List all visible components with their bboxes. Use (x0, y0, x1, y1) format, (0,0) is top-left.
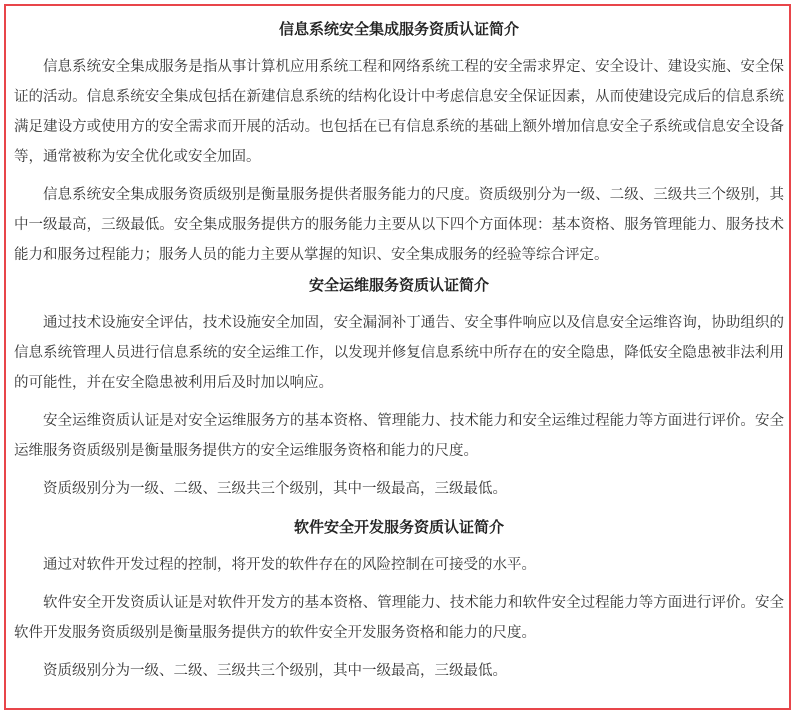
paragraph: 通过技术设施安全评估，技术设施安全加固，安全漏洞补丁通告、安全事件响应以及信息安全运维咨询，协助组织的信息系统管理人员进行信息系统的安全运维工作，以发现并修复信息系统中所存在的安全隐患，降低安全隐患被非法利用的可能性，并在安全隐患被利用后及时加以响应。 (14, 315, 784, 391)
paragraph: 通过对软件开发过程的控制，将开发的软件存在的风险控制在可接受的水平。 (43, 557, 536, 573)
section-title-operations: 安全运维服务资质认证简介 (308, 276, 489, 294)
spacer (14, 504, 784, 512)
paragraph: 信息系统安全集成服务是指从事计算机应用系统工程和网络系统工程的安全需求界定、安全设计、建设实施、安全保证的活动。信息系统安全集成包括在新建信息系统的结构化设计中考虑信息安全保证因素，从而使建设完成后的信息系统满足建设方或使用方的安全需求而开展的活动。也包括在已有信息系统的基础上额外增加信息安全子系统或信息安全设备等，通常被称为安全优化或安全加固。 (14, 59, 784, 165)
spacer (14, 44, 784, 52)
spacer (14, 542, 784, 550)
paragraph: 安全运维资质认证是对安全运维服务方的基本资格、管理能力、技术能力和安全运维过程能力等方面进行评价。安全运维服务资质级别是衡量服务提供方的安全运维服务资格和能力的尺度。 (14, 413, 784, 459)
paragraph: 资质级别分为一级、二级、三级共三个级别，其中一级最高，三级最低。 (43, 481, 507, 497)
section-software-dev (14, 512, 784, 686)
paragraph: 信息系统安全集成服务资质级别是衡量服务提供者服务能力的尺度。资质级别分为一级、二级、三级共三个级别，其中一级最高，三级最低。安全集成服务提供方的服务能力主要从以下四个方面体现：基本资格、服务管理能力、服务技术能力和服务过程能力；服务人员的能力主要从掌握的知识、安全集成服务的经验等综合评定。 (14, 187, 784, 263)
article-content (14, 14, 784, 686)
paragraph: 软件安全开发资质认证是对软件开发方的基本资格、管理能力、技术能力和软件安全过程能力等方面进行评价。安全软件开发服务资质级别是衡量服务提供方的软件安全开发服务资格和能力的尺度。 (14, 595, 784, 641)
section-operations (14, 270, 784, 504)
spacer (14, 300, 784, 308)
spacer (14, 172, 784, 180)
section-title-integration: 信息系统安全集成服务资质认证简介 (278, 20, 519, 38)
section-integration (14, 14, 784, 270)
spacer (14, 648, 784, 656)
spacer (14, 398, 784, 406)
spacer (14, 580, 784, 588)
section-title-software-dev: 软件安全开发服务资质认证简介 (293, 518, 504, 536)
paragraph: 资质级别分为一级、二级、三级共三个级别，其中一级最高，三级最低。 (43, 663, 507, 679)
spacer (14, 466, 784, 474)
